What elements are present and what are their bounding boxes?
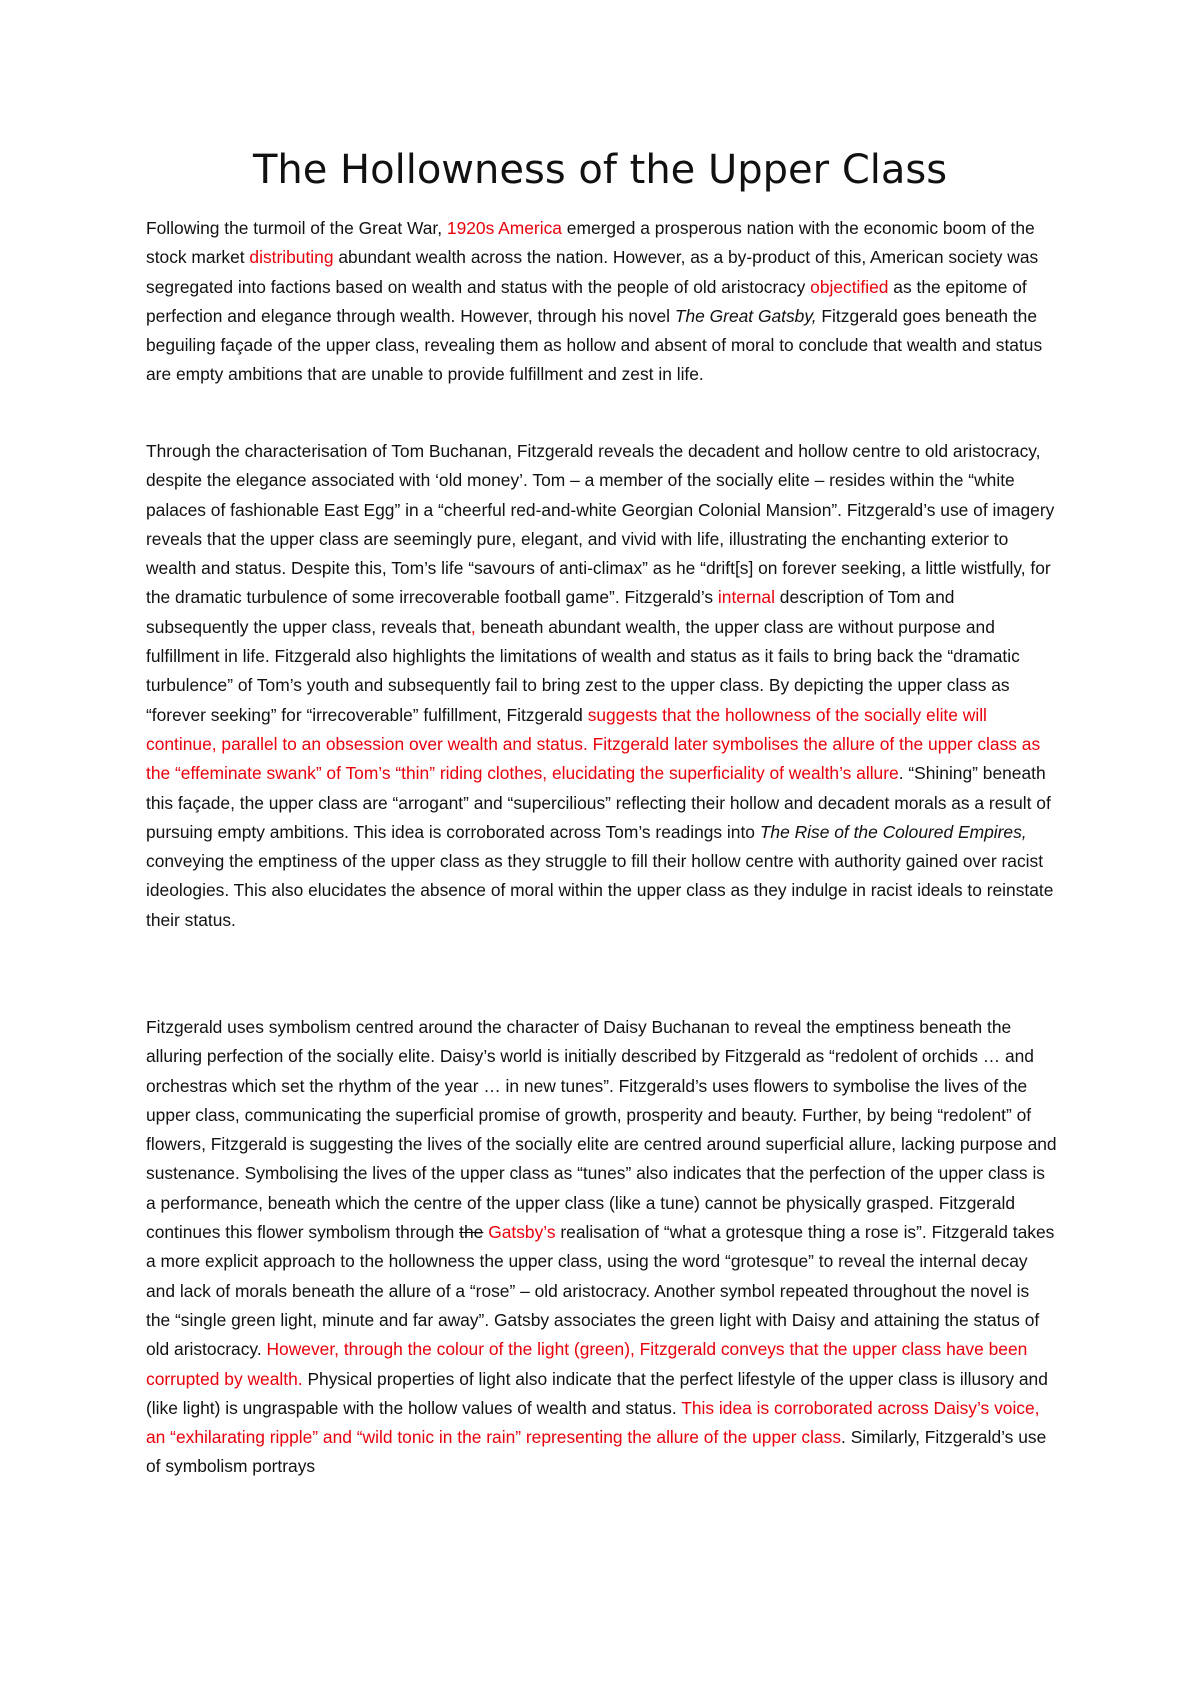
paragraph-intro [146,214,1058,390]
text-run: Physical properties of light also indicate that the perfect lifestyle of the upper class is illusory and (like light) is ungraspable with the hollow values of wealth and status. [146,1368,1048,1418]
text-run: , [470,616,476,637]
text-run: Gatsby’s [488,1222,556,1243]
text-run: emerged a prosperous nation with the economic boom of the stock market [146,218,1035,268]
text-run: as the epitome of perfection and elegance through wealth. However, through his novel [146,276,1027,326]
text-run: abundant wealth across the nation. However, as a by-product of this, American society was segregated into factions based on wealth and status with the people of old aristocracy [146,247,1039,297]
essay-title: The Hollowness of the Upper Class [252,147,948,193]
text-run: . Similarly, Fitzgerald’s use of symbolism portrays [146,1427,1047,1477]
text-run: distributing [249,247,334,268]
text-run: beneath abundant wealth, the upper class are without purpose and fulfillment in life. Fitzgerald also highlights the limitations of wealth and status as it fails to bring back the “dramatic turbulence” of Tom’s youth and subsequently fail to bring zest to the upper class. By depicting the upper class as “forever seeking” for “irrecoverable” fulfillment, Fitzgerald [146,616,1020,725]
text-run: suggests that the hollowness of the socially elite will continue, parallel to an obsession over wealth and status. Fitzgerald later symbolises the allure of the upper class as the “effeminate swank” of Tom’s “thin” riding clothes, elucidating the superficiality of wealth’s allure [146,704,1041,784]
text-run: However, through the colour of the light (green), Fitzgerald conveys that the upper class have been corrupted by wealth. [146,1339,1028,1389]
text-run: Fitzgerald goes beneath the beguiling façade of the upper class, revealing them as hollow and absent of moral to conclude that wealth and status are empty ambitions that are unable to provide fulfillment and zest in life. [146,305,1043,385]
text-run: The Rise of the Coloured Empires, [759,821,1027,842]
text-run: conveying the emptiness of the upper class as they struggle to fill their hollow centre with authority gained over racist ideologies. This also elucidates the absence of moral within the upper class as they indulge in racist ideals to reinstate their status. [146,851,1054,930]
paragraph-daisy-buchanan [146,1013,1058,1482]
text-run: description of Tom and subsequently the upper class, reveals that [146,587,955,637]
text-run: 1920s America [446,218,562,238]
text-run: Fitzgerald uses symbolism centred around the character of Daisy Buchanan to reveal the emptiness beneath the alluring perfection of the socially elite. Daisy’s world is initially described by Fitzgerald as “redolent of orchids … and orchestras which set the rhythm of the year … in new tunes”. Fitzgerald’s uses flowers to symbolise the lives of the upper class, communicating the superficial promise of growth, prosperity and beauty. Further, by being “redolent” of flowers, Fitzgerald is suggesting the lives of the socially elite are centred around superficial allure, lacking purpose and sustenance. Symbolising the lives of the upper class as “tunes” also indicates that the perfection of the upper class is a performance, beneath which the centre of the upper class (like a tune) cannot be physically grasped. Fitzgerald continues this flower symbolism through [146,1017,1057,1243]
text-run: The Great Gatsby, [674,305,817,326]
text-run: the [459,1222,484,1243]
paragraph-tom-buchanan [146,437,1058,935]
text-run: realisation of “what a grotesque thing a rose is”. Fitzgerald takes a more explicit approach to the hollowness the upper class, using the word “grotesque” to reveal the internal decay and lack of morals beneath the allure of a “rose” – old aristocracy. Another symbol repeated throughout the novel is the “single green light, minute and far away”. Gatsby associates the green light with Daisy and attaining the status of old aristocracy. [146,1222,1055,1360]
text-run: internal [717,587,775,608]
text-run: This idea is corroborated across Daisy’s voice, an “exhilarating ripple” and “wild tonic in the rain” representing the allure of the upper class [146,1397,1040,1448]
text-run: objectified [810,276,889,297]
text-run: Following the turmoil of the Great War, [146,218,447,238]
text-run: Through the characterisation of Tom Buchanan, Fitzgerald reveals the decadent and hollow centre to old aristocracy, despite the elegance associated with ‘old money’. Tom – a member of the socially elite – resides within the “white palaces of fashionable East Egg” in a “cheerful red-and-white Georgian Colonial Mansion”. Fitzgerald’s use of imagery reveals that the upper class are seemingly pure, elegant, and vivid with life, illustrating the enchanting exterior to wealth and status. Despite this, Tom’s life “savours of anti-climax” as he “drift[s] on forever seeking, a little wistfully, for the dramatic turbulence of some irrecoverable football game”. Fitzgerald’s [146,441,1055,608]
text-run: . “Shining” beneath this façade, the upper class are “arrogant” and “supercilious” reflecting their hollow and decadent morals as a result of pursuing empty ambitions. This idea is corroborated across Tom’s readings into [146,763,1051,842]
